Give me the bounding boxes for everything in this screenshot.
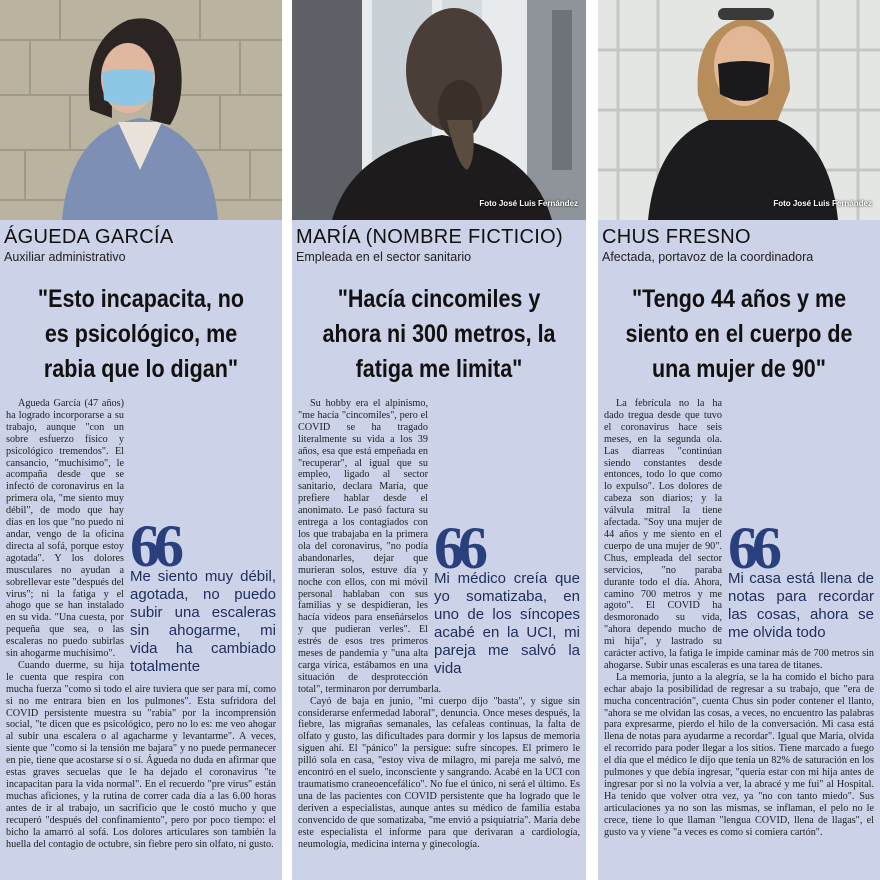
photo-chus	[598, 0, 880, 220]
headline: "Hacía cincomiles y ahora ni 300 metros, la fatiga me limita"	[322, 285, 556, 383]
paragraph: Águeda García (47 años) ha logrado incorporarse a su trabajo, aunque "con un sobre esfuerzo físico y psicológico tremendos". El cansancio, "muchísimo", le acompaña desde que se infectó de coronavirus en la primera ola, "me siento muy débil", de modo que hay días en los que "no puedo ni andar, vengo de la oficina directa al sofá, porque estoy agotada". Y los dolores musculares no ayudan a sobrellevar este "después del virus"; ni la fatiga y el ahogo que se han instalado en su vida. "Una cuesta, por pequeña que sea, o las escaleras no puedo subirlas sin ahogarme muchísimo".	[6, 398, 124, 660]
pull-quote	[728, 515, 874, 642]
pull-quote	[130, 513, 276, 676]
column-divider	[282, 0, 292, 880]
photo-credit: Foto José Luis Fernández	[773, 199, 872, 208]
pull-quote-text: Mi médico creía que yo somatizaba, en uno de los síncopes acabé en la UCI, mi pareja me salvó la vida	[434, 570, 580, 677]
photo-credit: Foto José Luis Fernández	[479, 199, 578, 208]
person-role: Auxiliar administrativo	[4, 250, 126, 264]
headline: "Esto incapacita, no es psicológico, me rabia que lo digan"	[37, 285, 245, 383]
headline: "Tengo 44 años y me siento en el cuerpo de una mujer de 90"	[625, 285, 853, 383]
article-body	[604, 398, 874, 880]
paragraph: Cuando duerme, su hija le cuenta que respira con mucha fuerza "como si todo el aire tuviera que ser para mí, como si no me entrara bien en los pulmones". Esta sufridora del COVID persistente muestra su "rabia" por la incomprensión social, "te dicen que es psicológico, pero no lo es: me veo ahogar al subir una escalera o al agacharme y levantarme". A veces, siente que "como si la tensión me bajara" y no puede permanecer en pie, tiene que acostarse sí o sí. Águeda no duda en afirmar que estas graves secuelas que le ha dejado el coronavirus "te incapacitan para la vida normal". En el recuerdo "pre virus" están muchas aficiones, y la rutina de correr cada día a las 6.00 horas antes de ir al trabajo, un sacrificio que le costó mucho y que recuperó "después del confinamiento", pero por poco tiempo: el bicho la amarró al sofá. Los dolores articulares son también la huella del contagio de octubre, sin fiebre pero sin olfato, ni gusto.	[6, 659, 276, 850]
paragraph: La febrícula no la ha dado tregua desde que tuvo el coronavirus hace seis meses, en la segunda ola. Las diarreas "continúan siendo constantes desde entonces, todo lo que como lo expulso". Los dolores de cabeza son diarios; y la válvula mitral la tiene afectada. "Soy una mujer de 44 años y me siento en el cuerpo de una mujer de 90". Chus, empleada del sector servicios, "no paraba durante todo el día. Ahora, camino 700 metros y me agoto". El COVID ha desmoronado su vida, "ahora dependo mucho de mi hija", y lastrado su carácter activo, la fatiga le impide caminar más de 700 metros sin ahogarse. Subir unas escaleras es una tarea de titanes.	[604, 398, 874, 671]
article-chus	[598, 0, 880, 880]
person-name: MARÍA (NOMBRE FICTICIO)	[296, 226, 563, 248]
quote-mark-icon: 66	[130, 513, 178, 579]
person-name: ÁGUEDA GARCÍA	[4, 226, 174, 248]
article-body	[298, 398, 580, 880]
person-role: Empleada en el sector sanitario	[296, 250, 472, 264]
quote-mark-icon: 66	[434, 515, 482, 581]
pull-quote-text: Me siento muy débil, agotada, no puedo subir una escaleras sin ahogarme, mi vida ha cambiado totalmente	[130, 568, 276, 675]
person-role: Afectada, portavoz de la coordinadora	[602, 250, 814, 264]
paragraph: Cayó de baja en junio, "mi cuerpo dijo "basta", y sigue sin considerarse enfermedad laboral", denuncia. Once meses después, la fiebre, las migrañas semanales, las cefaleas continuas, la falta de olfato y gusto, las dificultades para dormir y los lapsus de memoria siguen ahí. El "pánico" la persigue: sufre síncopes. El primero le pilló sola en casa, "estoy viva de milagro, mi pareja me salvó, me encontró en el suelo, inconsciente y sangrando. Acabé en la UCI con traumatismo craneoencefálico". No fue el único, ni será el último. Es una de las pacientes con COVID persistente que ha logrado que le deriven a especialistas, aunque antes su médico de familia estaba convencido de que somatizaba, "me envió a psiquiatría". María debe este especialista el informe para que derivaran a cardiología, neumología, medicina interna y ginecología.	[298, 695, 580, 850]
paragraph: Su hobby era el alpinismo, "me hacía "cincomiles", pero el COVID se ha tragado literalmente su vida a los 39 años, esa que está empeñada en "recuperar", al igual que su empleo, ligado al sector sanitario, declara María, que prefiere hablar desde el anonimato. Le pasó factura su entrega a los contagiados con los que trabajaba en la primera ola del coronavirus, "no podía abandonarles, dejar que murieran solos, estuve día y noche con ellos, con mi móvil personal hablaban con sus familias y se despidieran, les hacía vídeos para enseñárselos y que pudieran verles". El estrés de esos tres primeros meses de pandemia y "una alta carga vírica, estábamos en una situación de desprotección total", terminaron por derrumbarla.	[298, 398, 442, 695]
portrait-image	[292, 0, 586, 220]
person-name: CHUS FRESNO	[602, 226, 751, 248]
portrait-image	[0, 0, 282, 220]
pull-quote-text: Mi casa está llena de notas para recordar las cosas, ahora se me olvida todo	[728, 570, 874, 641]
column-divider	[586, 0, 598, 880]
quote-mark-icon: 66	[728, 515, 776, 581]
pull-quote	[434, 515, 580, 678]
article-maria	[292, 0, 586, 880]
article-body	[6, 398, 276, 880]
paragraph: La memoria, junto a la alegría, se la ha comido el bicho para echar abajo la posibilidad de regresar a su trabajo, que "era de mucha concentración", cuenta Chus sin poder contener el llanto, "ahora se me olvidan las cosas, a veces, no encuentro las palabras para expresarme, pierdo el hilo de la conversación. Mi casa está llena de notas para ayudarme a recordar". Igual que María, olvida el recorrido para poder llegar a los sitios. Tiene marcado a fuego el día que el médico le dijo que tenía un 82% de saturación en los pulmones y que debía ingresar, "quería estar con mi hija antes de ingresar por si no la volvía a ver, la abracé y me fui" al Hospital. Ha tenido que volver otra vez, ya "no con tanto miedo". Sus articulaciones ya no son las mismas, se inflaman, el pelo no le crece, tiene lo que llaman "lengua COVID, llena de llagas", el gusto va y viene "a veces es como si comiera cartón".	[604, 671, 874, 838]
photo-agueda	[0, 0, 282, 220]
article-agueda	[0, 0, 282, 880]
portrait-image	[598, 0, 880, 220]
photo-maria	[292, 0, 586, 220]
